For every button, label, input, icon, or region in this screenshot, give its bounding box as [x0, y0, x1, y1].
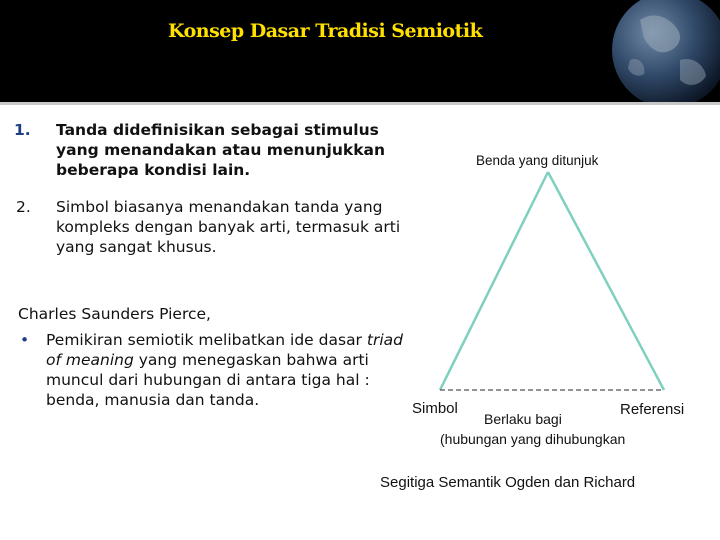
- pierce-name: Charles Saunders Pierce,: [18, 305, 211, 323]
- bullet-text-post: yang menegaskan bahwa arti muncul dari hubungan di antara tiga hal : benda, manusia dan tanda.: [46, 351, 370, 409]
- triangle-top-label: Benda yang ditunjuk: [476, 153, 599, 168]
- bullet-text-pre: Pemikiran semiotik melibatkan ide dasar: [46, 331, 367, 349]
- list-number-1: 1.: [14, 121, 31, 139]
- list-item-2: Simbol biasanya menandakan tanda yang kompleks dengan banyak arti, termasuk arti yang sangat khusus.: [56, 198, 401, 256]
- triangle-left-label: Simbol: [412, 400, 458, 417]
- triangle-base-label: Berlaku bagi: [484, 411, 562, 427]
- bullet-text-emphasis: triad of meaning: [46, 331, 403, 369]
- diagram-caption: Segitiga Semantik Ogden dan Richard: [380, 474, 636, 491]
- list-item-1: Tanda didefinisikan sebagai stimulus yang menandakan atau menunjukkan beberapa kondisi lain.: [56, 121, 386, 179]
- triangle-right-side: [548, 172, 664, 390]
- triangle-right-label: Referensi: [620, 401, 685, 418]
- slide-title: Konsep Dasar Tradisi Semiotik: [168, 20, 483, 42]
- triangle-base-sublabel: (hubungan yang dihubungkan: [440, 431, 626, 447]
- list-number-2: 2.: [16, 198, 31, 216]
- triangle-left-side: [440, 172, 548, 390]
- bullet-glyph: •: [20, 331, 30, 349]
